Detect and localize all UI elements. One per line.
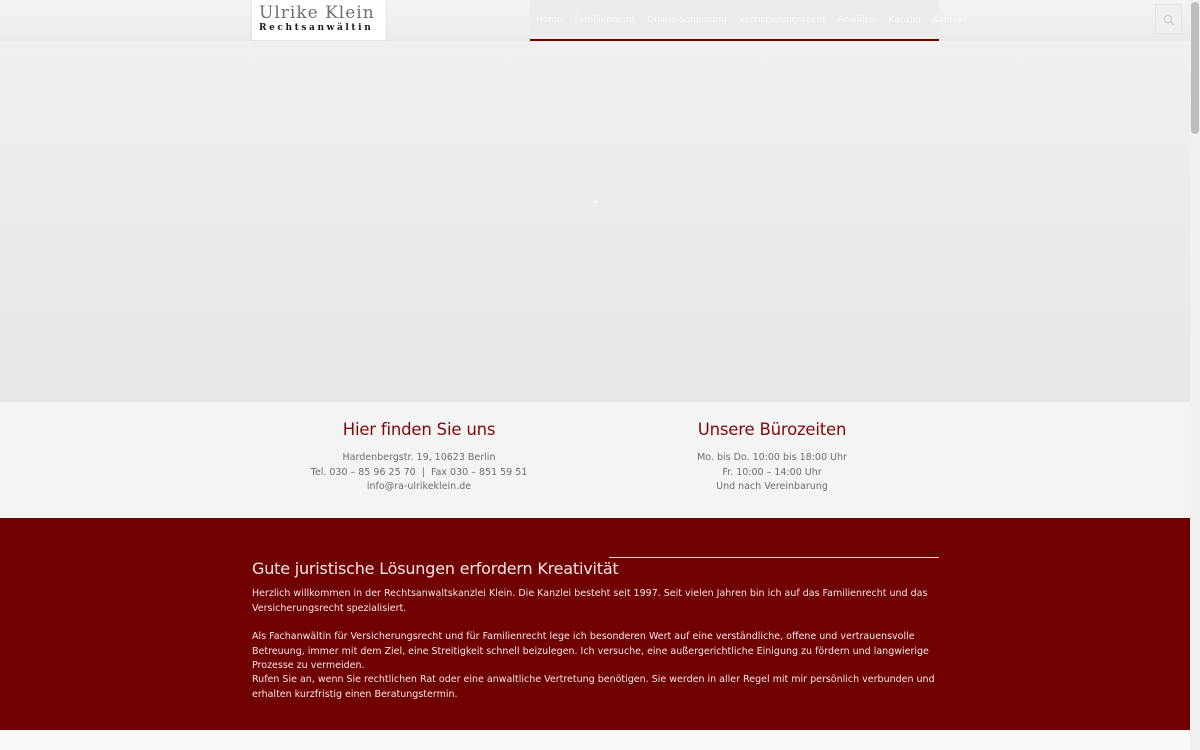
nav-item-online-scheidung[interactable]: Online-Scheidung	[647, 14, 727, 25]
nav-item-familienrecht[interactable]: Familienrecht	[574, 14, 636, 25]
heading-divider	[609, 557, 939, 558]
nav-item-kanzlei[interactable]: Kanzlei	[888, 14, 921, 25]
logo-subtitle: Rechtsanwältin	[259, 23, 374, 33]
nav-item-anwaeltin[interactable]: Anwältin	[837, 14, 877, 25]
expertise-paragraph: Als Fachanwältin für Versicherungsrecht und für Familienrecht lege ich besonderen Wert auf eine verständliche, offene und vertrauensvolle Betreuung, immer mit dem Ziel, eine Streitigkeit schnell beizulegen. Ich versuche, eine außergerichtliche Einigung zu fördern und langwierige Prozesse zu vermeiden.	[252, 631, 929, 671]
section-heading-row	[252, 548, 939, 578]
welcome-paragraph: Herzlich willkommen in der Rechtsanwaltskanzlei Klein. Die Kanzlei besteht seit 1997. Seit vielen Jahren bin ich auf das Familienrecht und das Versicherungsrecht spezialisiert.	[252, 588, 928, 614]
site-header	[0, 0, 1190, 42]
location-address: Hardenbergstr. 19, 10623 Berlin	[342, 452, 496, 463]
search-icon	[1163, 14, 1175, 26]
location-phone-fax: Tel. 030 – 85 96 25 70 | Fax 030 – 851 59 51	[310, 466, 528, 478]
logo-name: Ulrike Klein	[259, 3, 375, 23]
scrollbar-thumb[interactable]	[1191, 2, 1199, 134]
location-title: Hier finden Sie uns	[342, 420, 496, 439]
main-nav	[530, 0, 968, 41]
contact-paragraph: Rufen Sie an, wenn Sie rechtlichen Rat oder eine anwaltliche Vertretung benötigen. Sie werden in aller Regel mit mir persönlich verbunden und erhalten kurzfristig einen Beratungstermin.	[252, 674, 935, 700]
slider-loading-indicator	[594, 200, 597, 203]
logo[interactable]	[252, 0, 386, 40]
office-hours-block	[602, 420, 942, 495]
search-button[interactable]	[1155, 4, 1182, 34]
section-heading: Gute juristische Lösungen erfordern Kreativität	[252, 558, 619, 578]
office-hours-title: Unsere Bürozeiten	[697, 420, 847, 439]
info-band	[0, 402, 1190, 518]
nav-item-kontakt[interactable]: Kontakt	[932, 14, 968, 25]
location-email[interactable]: info@ra-ulrikeklein.de	[366, 481, 472, 492]
office-hours-line: Fr. 10:00 – 14:00 Uhr	[722, 466, 822, 478]
hero-slider	[0, 41, 1190, 402]
next-section-edge	[0, 730, 1190, 750]
location-block	[249, 420, 589, 495]
page-scrollbar[interactable]	[1190, 0, 1200, 750]
office-hours-line: Mo. bis Do. 10:00 bis 18:00 Uhr	[697, 452, 847, 463]
welcome-section	[0, 518, 1190, 730]
nav-item-versicherungsrecht[interactable]: Versicherungsrecht	[738, 14, 826, 25]
nav-item-home[interactable]: Home	[536, 14, 563, 25]
office-hours-line: Und nach Vereinbarung	[716, 481, 828, 492]
